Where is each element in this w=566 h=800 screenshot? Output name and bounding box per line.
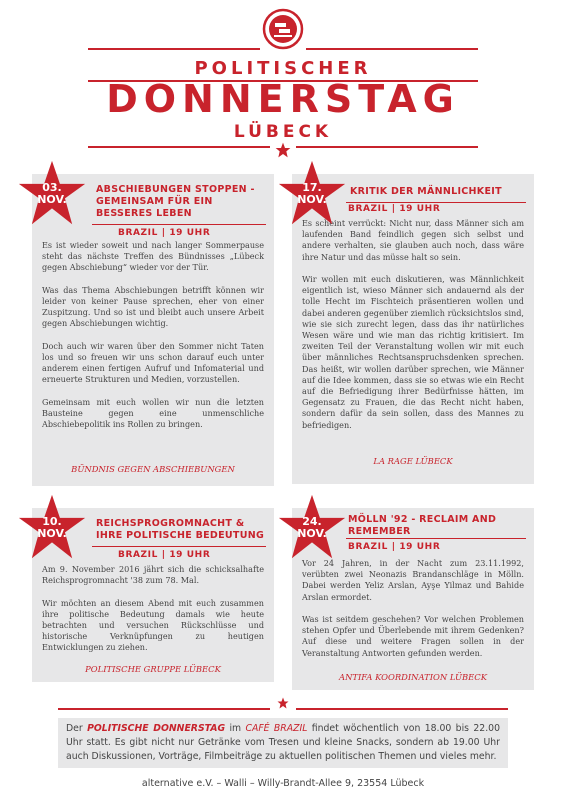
event-divider: [92, 546, 266, 547]
date-star-17-nov: [276, 158, 348, 230]
header-rule-bottom-left: [88, 146, 270, 148]
event-title: ABSCHIEBUNGEN STOPPEN - GEMEINSAM FÜR EIN BESSERES LEBEN: [96, 184, 255, 219]
footer-rule-right: [296, 708, 508, 710]
antifa-logo-icon: [262, 8, 304, 50]
event-divider: [92, 224, 266, 225]
footer-info-box: [58, 718, 508, 768]
event-title: MÖLLN '92 - RECLAIM AND REMEMBER: [348, 514, 497, 537]
footer-event-name: POLITISCHE DONNERSTAG: [87, 723, 226, 734]
header-rule-left: [88, 48, 260, 50]
footer-address: alternative e.V. – Walli – Willy-Brandt-Allee 9, 23554 Lübeck: [141, 778, 425, 789]
footer-text: Der: [66, 723, 88, 734]
footer-rule-left: [58, 708, 270, 710]
event-paragraph: Es ist wieder soweit und nach langer Sommerpause steht das nächste Treffen des Bündnisses „Lübeck gegen Abschiebung“ wieder vor der Tür.: [42, 240, 264, 273]
event-description: [42, 240, 264, 430]
event-divider: [346, 202, 526, 203]
header-title-line2: DONNERSTAG: [106, 77, 460, 121]
event-venue: BRAZIL | 19 UHR: [118, 550, 211, 560]
event-paragraph: Was ist seitdem geschehen? Vor welchen Problemen stehen Opfer und Überlebende mit ihrem Gedenken? Auf diese und weitere Fragen sollen in der Veranstaltung Antworten gefunden werden.: [302, 614, 524, 658]
event-venue: BRAZIL | 19 UHR: [348, 204, 441, 214]
header-star-icon: [275, 142, 291, 158]
event-organizer: ANTIFA KOORDINATION LÜBECK: [339, 672, 487, 682]
footer-star-icon: [277, 694, 289, 706]
event-organizer: LA RAGE LÜBECK: [373, 456, 453, 466]
event-paragraph: Wir wollen mit euch diskutieren, was Männlichkeit eigentlich ist, wieso Männer sich andauernd als der tolle Hecht im Fischteich präsentieren wollen und dabei anderen gegenüber ziemlich rücksichtslos sind, wie sie sich zurecht legen, dass das ihr natürliches Wesen wäre und wie man das richtig kritisiert. Im zweiten Teil der Veranstaltung wollen wir mit euch über männliches Rechtsanspruchsdenken sprechen. Das heißt, wir wollen darüber sprechen, wie Männer auf die Idee kommen, dass sie so etwas wie ein Recht auf die Befriedigung ihrer Bedürfnisse hätten, im Gegensatz zu Frauen, die das Recht nicht haben, sondern dafür da sein sollen, dass des Mannes zu befriedigen.: [302, 274, 524, 430]
event-paragraph: Vor 24 Jahren, in der Nacht zum 23.11.1992, verübten zwei Neonazis Brandanschläge in Mölln. Dabei werden Yeliz Arslan, Ayşe Yilmaz und Bahide Arslan ermordet.: [302, 558, 524, 602]
event-paragraph: Wir möchten an diesem Abend mit euch zusammen ihre politische Bedeutung damals wie heute betrachten und versuchen Rückschlüsse und historische Verknüpfungen zu heutigen Entwicklungen zu ziehen.: [42, 597, 264, 653]
event-description: [302, 558, 524, 659]
date-day: 24.: [302, 515, 322, 528]
date-star-24-nov: [276, 492, 348, 564]
event-description: [42, 564, 264, 654]
event-paragraph: Am 9. November 2016 jährt sich die schicksalhafte Reichsprogromnacht '38 zum 78. Mal.: [42, 564, 264, 586]
header-title-line1: POLITISCHER: [194, 58, 372, 79]
header-rule-bottom-right: [296, 146, 478, 148]
date-day: 03.: [42, 181, 62, 194]
event-divider: [346, 538, 526, 539]
event-paragraph: Gemeinsam mit euch wollen wir nun die letzten Bausteine gegen eine unmenschliche Abschiebepolitik ins Rollen zu bringen.: [42, 396, 264, 430]
event-description: [302, 218, 524, 431]
event-title: KRITIK DER MÄNNLICHKEIT: [350, 186, 502, 197]
date-month: NOV.: [37, 527, 67, 540]
event-paragraph: Es scheint verrückt: Nicht nur, dass Männer sich am laufenden Band feindlich gegen sich selbst und andere verhalten, sie glauben auch noch, dass wäre ihre Natur und das müsse halt so sein.: [302, 218, 524, 262]
event-venue: BRAZIL | 19 UHR: [348, 542, 441, 552]
event-organizer: POLITISCHE GRUPPE LÜBECK: [85, 664, 221, 674]
header-rule-right: [306, 48, 478, 50]
event-organizer: BÜNDNIS GEGEN ABSCHIEBUNGEN: [71, 464, 235, 474]
footer-text: findet wöchentlich von 18.00 bis 22.00 Uhr statt. Es gibt nicht nur Getränke vom Tresen und kleine Snacks, sondern ab 19.00 Uhr auch Diskussionen, Vorträge, Filmbeiträge zu aktuellen politischen Themen und vieles mehr.: [66, 723, 500, 762]
footer-text: im: [225, 723, 246, 734]
date-month: NOV.: [37, 193, 67, 206]
event-paragraph: Was das Thema Abschiebungen betrifft können wir leider von keiner Pause sprechen, eher von einer Zuspitzung. Und so ist und bleibt auch unsere Arbeit gegen Abschiebungen wichtig.: [42, 284, 264, 329]
date-month: NOV.: [297, 527, 327, 540]
event-venue: BRAZIL | 19 UHR: [118, 228, 211, 238]
header-title-line3: LÜBECK: [233, 122, 333, 142]
date-day: 10.: [42, 515, 62, 528]
date-day: 17.: [302, 181, 322, 194]
event-title: REICHSPROGROMNACHT & IHRE POLITISCHE BEDEUTUNG: [96, 518, 265, 541]
date-star-10-nov: [16, 492, 88, 564]
event-paragraph: Doch auch wir waren über den Sommer nicht Taten los und so freuen wir uns schon darauf euch unter anderem einen fertigen Aufruf und Infomaterial und erneuerte Strukturen und Medien, vorzustellen.: [42, 340, 264, 385]
date-month: NOV.: [297, 193, 327, 206]
footer-cafe-name: CAFÉ BRAZIL: [245, 723, 308, 734]
date-star-03-nov: [16, 158, 88, 230]
